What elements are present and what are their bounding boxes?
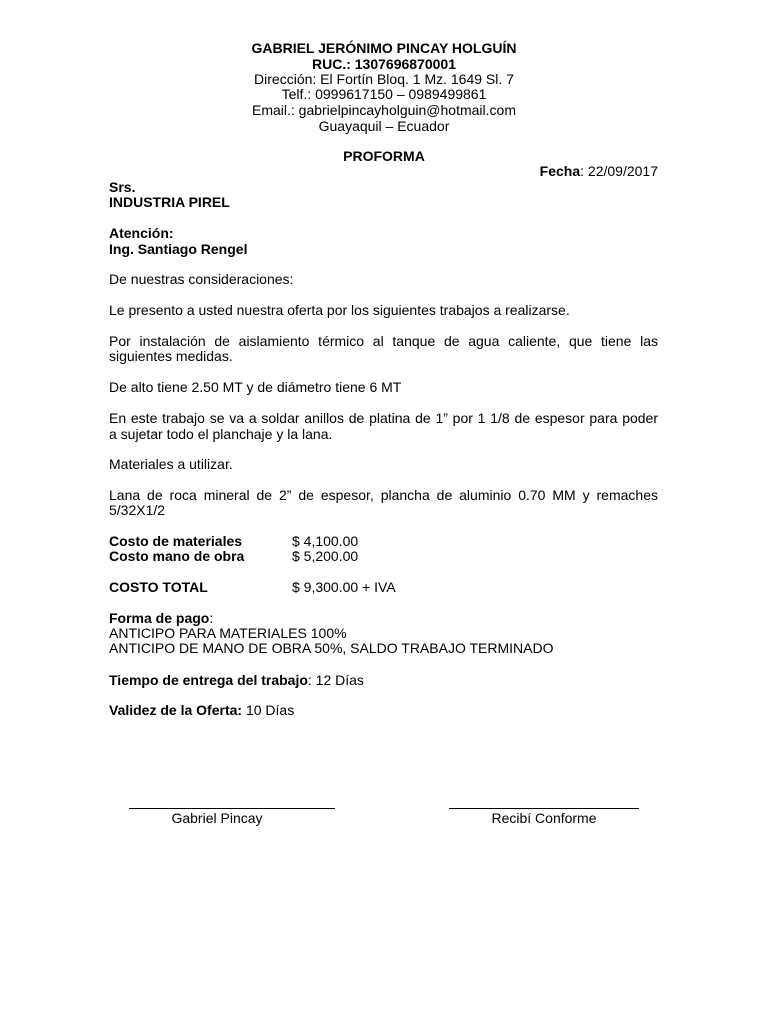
recipient-salutation: Srs. — [109, 179, 136, 195]
recipient-company: INDUSTRIA PIREL — [109, 194, 230, 210]
sender-phone: Telf.: 0999617150 – 0989499861 — [281, 86, 487, 102]
validity-value: 10 Días — [242, 702, 295, 718]
sender-email: Email.: gabrielpincayholguin@hotmail.com — [251, 102, 516, 118]
cost-total-label: COSTO TOTAL — [109, 579, 208, 595]
date-label: Fecha — [539, 163, 581, 179]
date-value: : 22/09/2017 — [580, 163, 658, 179]
signature-line-right — [449, 808, 639, 809]
signature-name-left: Gabriel Pincay — [171, 810, 263, 826]
sender-name: GABRIEL JERÓNIMO PINCAY HOLGUÍN — [251, 40, 517, 56]
payment-line2: ANTICIPO DE MANO DE OBRA 50%, SALDO TRABAJO TERMINADO — [109, 640, 554, 656]
materials-paragraph-line2: 5/32X1/2 — [109, 502, 166, 518]
greeting: De nuestras consideraciones: — [109, 271, 294, 287]
work-paragraph-line1: Por instalación de aislamiento térmico al tanque de agua caliente, que tiene las — [109, 333, 658, 349]
dimensions-paragraph: De alto tiene 2.50 MT y de diámetro tiene 6 MT — [109, 379, 402, 395]
validity-line — [109, 702, 294, 718]
signature-name-right: Recibí Conforme — [491, 810, 597, 826]
payment-colon: : — [209, 610, 214, 626]
cost-labor-value: $ 5,200.00 — [292, 548, 359, 564]
delivery-label: Tiempo de entrega del trabajo — [109, 672, 308, 688]
attention-label: Atención: — [109, 225, 174, 241]
cost-materials-label: Costo de materiales — [109, 533, 243, 549]
sender-ruc: RUC.: 1307696870001 — [312, 56, 456, 72]
materials-paragraph-line1: Lana de roca mineral de 2” de espesor, plancha de aluminio 0.70 MM y remaches — [109, 487, 658, 503]
document-title: PROFORMA — [343, 148, 425, 164]
materials-intro: Materiales a utilizar. — [109, 456, 233, 472]
sender-address: Dirección: El Fortín Bloq. 1 Mz. 1649 Sl. 7 — [254, 71, 514, 87]
attention-person: Ing. Santiago Rengel — [109, 241, 248, 257]
payment-heading — [109, 610, 213, 626]
delivery-value: : 12 Días — [307, 672, 364, 688]
payment-line1: ANTICIPO PARA MATERIALES 100% — [109, 625, 347, 641]
cost-total-value: $ 9,300.00 + IVA — [292, 579, 396, 595]
date-line — [540, 163, 658, 179]
delivery-line — [109, 672, 364, 688]
signature-line-left — [129, 808, 335, 809]
sender-city: Guayaquil – Ecuador — [318, 118, 450, 134]
payment-label: Forma de pago — [109, 610, 210, 626]
validity-label: Validez de la Oferta: — [109, 702, 243, 718]
work-paragraph-line2: siguientes medidas. — [109, 348, 233, 364]
intro-paragraph: Le presento a usted nuestra oferta por los siguientes trabajos a realizarse. — [109, 302, 570, 318]
cost-labor-label: Costo mano de obra — [109, 548, 245, 564]
weld-paragraph-line2: a sujetar todo el planchaje y la lana. — [109, 426, 333, 442]
weld-paragraph-line1: En este trabajo se va a soldar anillos de platina de 1” por 1 1/8 de espesor para poder — [109, 410, 658, 426]
cost-materials-value: $ 4,100.00 — [292, 533, 359, 549]
